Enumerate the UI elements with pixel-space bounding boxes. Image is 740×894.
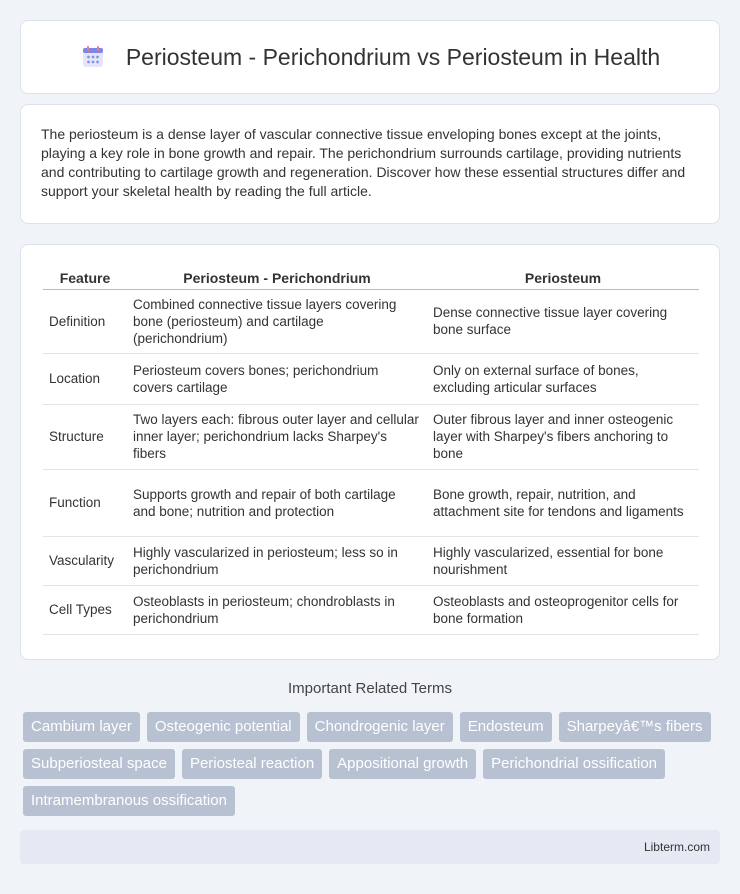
header-feature: Feature — [43, 265, 127, 289]
row-feature: Vascularity — [43, 536, 127, 585]
row-cell: Two layers each: fibrous outer layer and cellular inner layer; perichondrium lacks Sharpey's fibers — [127, 404, 427, 469]
related-terms-title: Important Related Terms — [288, 680, 452, 697]
row-feature: Structure — [43, 404, 127, 469]
footer — [20, 830, 720, 864]
page-title: Periosteum - Perichondrium vs Periosteum in Health — [125, 43, 661, 70]
comparison-table — [43, 265, 699, 635]
row-cell: Osteoblasts and osteoprogenitor cells for bone formation — [427, 585, 699, 634]
row-cell: Only on external surface of bones, excluding articular surfaces — [427, 353, 699, 404]
header-periosteum: Periosteum — [427, 265, 699, 289]
row-cell: Highly vascularized, essential for bone nourishment — [427, 536, 699, 585]
related-terms-list — [23, 712, 723, 816]
related-term-tag[interactable]: Cambium layer — [23, 712, 140, 742]
table-row — [43, 404, 699, 469]
row-cell: Dense connective tissue layer covering bone surface — [427, 289, 699, 353]
related-term-tag[interactable]: Osteogenic potential — [147, 712, 300, 742]
table-row — [43, 353, 699, 404]
table-row — [43, 289, 699, 353]
related-term-tag[interactable]: Endosteum — [460, 712, 552, 742]
related-term-tag[interactable]: Periosteal reaction — [182, 749, 322, 779]
related-term-tag[interactable]: Intramembranous ossification — [23, 786, 235, 816]
row-feature: Definition — [43, 289, 127, 353]
table-row — [43, 585, 699, 634]
row-feature: Cell Types — [43, 585, 127, 634]
row-cell: Bone growth, repair, nutrition, and attachment site for tendons and ligaments — [427, 469, 699, 536]
row-cell: Osteoblasts in periosteum; chondroblasts in perichondrium — [127, 585, 427, 634]
calendar-grid-icon — [80, 44, 106, 70]
related-term-tag[interactable]: Perichondrial ossification — [483, 749, 665, 779]
row-cell: Highly vascularized in periosteum; less so in perichondrium — [127, 536, 427, 585]
related-term-tag[interactable]: Subperiosteal space — [23, 749, 175, 779]
row-feature: Function — [43, 469, 127, 536]
row-cell: Supports growth and repair of both cartilage and bone; nutrition and protection — [127, 469, 427, 536]
header-card — [20, 20, 720, 94]
header-periosteum-perichondrium: Periosteum - Perichondrium — [127, 265, 427, 289]
row-feature: Location — [43, 353, 127, 404]
related-term-tag[interactable]: Appositional growth — [329, 749, 476, 779]
related-term-tag[interactable]: Chondrogenic layer — [307, 712, 453, 742]
footer-brand-link[interactable]: Libterm.com — [643, 840, 710, 854]
related-term-tag[interactable]: Sharpeyâ€™s fibers — [559, 712, 711, 742]
comparison-table-card — [20, 244, 720, 660]
table-row — [43, 536, 699, 585]
row-cell: Outer fibrous layer and inner osteogenic layer with Sharpey's fibers anchoring to bone — [427, 404, 699, 469]
table-row — [43, 469, 699, 536]
row-cell: Periosteum covers bones; perichondrium covers cartilage — [127, 353, 427, 404]
intro-card — [20, 104, 720, 224]
row-cell: Combined connective tissue layers covering bone (periosteum) and cartilage (perichondrium) — [127, 289, 427, 353]
table-header-row — [43, 265, 699, 289]
intro-paragraph: The periosteum is a dense layer of vascular connective tissue enveloping bones except at the joints, playing a key role in bone growth and repair. The perichondrium surrounds cartilage, providing nutrients and contributing to cartilage growth and regeneration. Discover how these essential structures differ and support your skeletal health by reading the full article. — [41, 126, 686, 199]
